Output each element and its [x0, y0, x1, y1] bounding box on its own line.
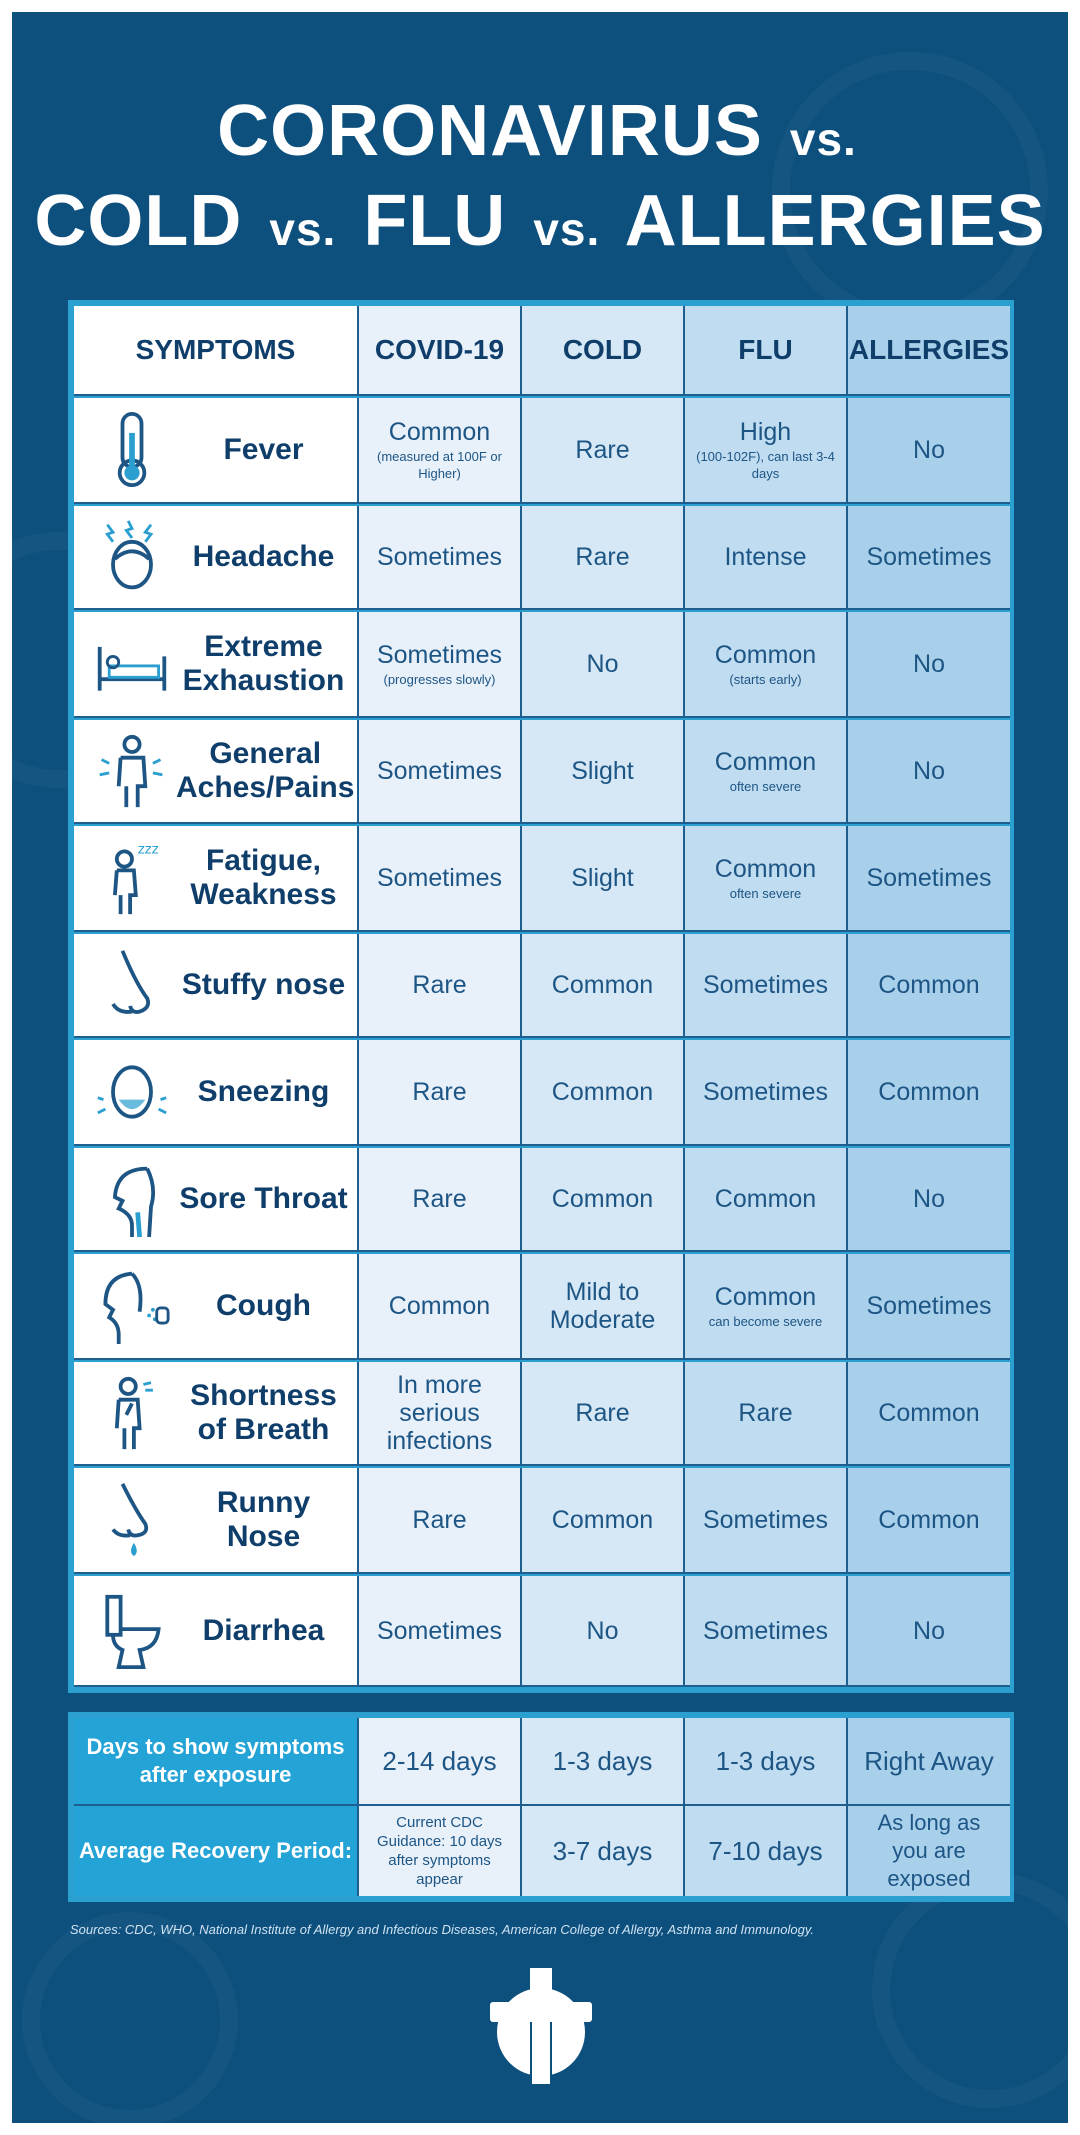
cell-value: Mild to Moderate	[549, 1278, 656, 1334]
cell-value: Common	[551, 1185, 654, 1213]
header-cold: COLD	[522, 306, 685, 396]
cell-value: Rare	[412, 1185, 467, 1213]
title-flu: FLU	[363, 181, 507, 261]
symptom-label: Fever	[223, 433, 304, 466]
cell-value: Sometimes	[866, 864, 992, 892]
cough-icon	[88, 1261, 176, 1351]
bed-icon	[88, 619, 176, 709]
symptom-cell	[74, 398, 359, 504]
fatigue-icon	[88, 833, 176, 923]
cold-cell	[522, 506, 685, 610]
cell-value: In more serious infections	[386, 1371, 493, 1455]
symptom-cell	[74, 720, 359, 824]
summary-flu: 1-3 days	[715, 1746, 816, 1776]
cold-cell	[522, 826, 685, 932]
cell-value: Sometimes	[866, 543, 992, 571]
cold-cell	[522, 720, 685, 824]
table-row	[74, 506, 1010, 610]
cell-note: (progresses slowly)	[383, 671, 496, 687]
covid-cell	[359, 1148, 522, 1252]
symptom-cell	[74, 1468, 359, 1574]
cell-value: Common	[714, 640, 817, 669]
allergies-cell	[848, 612, 1010, 718]
flu-cell	[685, 398, 848, 504]
title-cold: COLD	[34, 181, 243, 261]
cell-value: Common	[878, 971, 980, 999]
allergies-cell	[848, 1040, 1010, 1146]
cell-value: No	[586, 650, 619, 678]
cell-value: Rare	[412, 1078, 467, 1106]
header-symptoms: SYMPTOMS	[74, 306, 359, 396]
cell-value: Sometimes	[702, 971, 829, 999]
covid-cell	[359, 506, 522, 610]
summary-cold: 1-3 days	[552, 1746, 653, 1776]
cell-note: (measured at 100F or Higher)	[376, 449, 502, 481]
cell-value: Common	[551, 1506, 654, 1534]
cell-value: Slight	[571, 864, 634, 892]
cell-value: Common	[714, 1282, 817, 1311]
allergies-cell	[848, 1362, 1010, 1466]
sore-throat-icon	[88, 1154, 176, 1244]
cell-value: Intense	[724, 543, 807, 571]
summary-covid: 2-14 days	[382, 1746, 497, 1776]
flu-cell	[685, 1254, 848, 1360]
symptom-cell	[74, 1148, 359, 1252]
covid-cell	[359, 398, 522, 504]
cell-value: No	[913, 650, 945, 678]
covid-cell	[359, 1576, 522, 1687]
cold-cell	[522, 1040, 685, 1146]
summary-allergies: As long as you are exposed	[877, 1810, 981, 1891]
cell-value: Rare	[412, 971, 467, 999]
runny-nose-icon	[88, 1475, 176, 1565]
symptom-cell	[74, 1040, 359, 1146]
cell-value: No	[913, 757, 945, 785]
cell-value: No	[586, 1616, 619, 1645]
cold-cell	[522, 934, 685, 1038]
cell-value: Sometimes	[376, 757, 503, 785]
symptom-label: Shortness of Breath	[190, 1379, 337, 1446]
title-vs: vs.	[789, 113, 857, 165]
cold-cell	[522, 1576, 685, 1687]
flu-cell	[685, 1148, 848, 1252]
symptoms-table	[68, 300, 1014, 1693]
nose-icon	[88, 940, 176, 1030]
symptom-cell	[74, 1576, 359, 1687]
title-coronavirus: CORONAVIRUS	[217, 91, 763, 171]
cell-note: (100-102F), can last 3-4 days	[696, 449, 835, 481]
cold-cell	[522, 1362, 685, 1466]
summary-row-incubation	[74, 1718, 1010, 1806]
flu-cell	[685, 1040, 848, 1146]
cold-cell	[522, 398, 685, 504]
covid-cell	[359, 1362, 522, 1466]
table-row	[74, 720, 1010, 824]
cell-value: High	[739, 418, 792, 446]
page-title	[12, 90, 1068, 270]
allergies-cell	[848, 1148, 1010, 1252]
cell-value: Rare	[575, 543, 630, 571]
allergies-cell	[848, 1254, 1010, 1360]
cell-value: Common	[878, 1078, 980, 1106]
cold-cell	[522, 612, 685, 718]
cell-value: Rare	[412, 1506, 467, 1534]
cell-value: Sometimes	[866, 1292, 992, 1320]
covid-cell	[359, 1254, 522, 1360]
cell-value: No	[913, 1616, 945, 1645]
table-row	[74, 398, 1010, 504]
cell-note: (starts early)	[729, 671, 802, 687]
allergies-cell	[848, 1576, 1010, 1687]
title-allergies: ALLERGIES	[624, 181, 1046, 261]
flu-cell	[685, 506, 848, 610]
covid-cell	[359, 934, 522, 1038]
symptom-cell	[74, 934, 359, 1038]
cell-value: Common	[388, 418, 491, 446]
symptom-cell	[74, 612, 359, 718]
table-header-row	[74, 306, 1010, 396]
table-row	[74, 934, 1010, 1038]
table-row	[74, 612, 1010, 718]
symptom-label: General Aches/Pains	[176, 737, 355, 804]
summary-cold: 3-7 days	[552, 1836, 653, 1866]
table-row	[74, 1576, 1010, 1687]
flu-cell	[685, 826, 848, 932]
table-row	[74, 1468, 1010, 1574]
cell-value: Common	[551, 971, 654, 999]
symptom-label: Fatigue, Weakness	[190, 844, 337, 911]
symptom-label: Cough	[216, 1289, 311, 1322]
cell-value: Common	[714, 854, 817, 883]
cell-value: Common	[878, 1506, 980, 1534]
allergies-cell	[848, 934, 1010, 1038]
cell-note: often severe	[729, 885, 802, 901]
symptom-cell	[74, 1362, 359, 1466]
aches-icon	[88, 726, 176, 816]
header-flu: FLU	[685, 306, 848, 396]
cell-value: Sometimes	[376, 543, 503, 571]
flu-cell	[685, 1576, 848, 1687]
flu-cell	[685, 934, 848, 1038]
allergies-cell	[848, 1468, 1010, 1574]
header-allergies: ALLERGIES	[848, 306, 1010, 396]
title-vs: vs.	[269, 203, 337, 255]
symptom-cell	[74, 1254, 359, 1360]
virus-decoration	[22, 1912, 238, 2123]
covid-cell	[359, 1468, 522, 1574]
cell-value: Sometimes	[376, 864, 503, 892]
symptom-label: Headache	[192, 540, 335, 573]
symptom-cell	[74, 826, 359, 932]
cell-value: Sometimes	[702, 1078, 829, 1106]
table-row	[74, 1254, 1010, 1360]
summary-flu: 7-10 days	[708, 1836, 823, 1866]
allergies-cell	[848, 398, 1010, 504]
table-row	[74, 1040, 1010, 1146]
cell-value: Sometimes	[376, 1616, 503, 1645]
shortness-of-breath-icon	[88, 1368, 176, 1458]
sources-note: Sources: CDC, WHO, National Institute of Allergy and Infectious Diseases, American College of Allergy, Asthma and Immunology.	[70, 1922, 814, 1937]
summary-label: Average Recovery Period:	[74, 1806, 359, 1896]
cell-note: can become severe	[708, 1313, 823, 1329]
cell-value: Common	[714, 1185, 817, 1213]
summary-row-recovery	[74, 1806, 1010, 1896]
cold-cell	[522, 1468, 685, 1574]
svg-text:zzz: zzz	[137, 842, 159, 858]
cell-value: Common	[714, 747, 817, 776]
symptom-label: Sneezing	[197, 1075, 330, 1108]
flu-cell	[685, 1362, 848, 1466]
allergies-cell	[848, 506, 1010, 610]
table-row	[74, 1362, 1010, 1466]
summary-allergies: Right Away	[864, 1746, 994, 1776]
virus-decoration	[872, 1872, 1068, 2108]
covid-cell	[359, 720, 522, 824]
symptom-label: Sore Throat	[179, 1182, 348, 1215]
symptom-label: Stuffy nose	[181, 968, 346, 1001]
summary-label: Days to show symptoms after exposure	[74, 1718, 359, 1804]
summary-covid: Current CDC Guidance: 10 days after symptoms appear	[376, 1814, 503, 1888]
covid-cell	[359, 1040, 522, 1146]
toilet-icon	[88, 1586, 176, 1676]
flu-cell	[685, 720, 848, 824]
cell-value: Common	[388, 1292, 491, 1320]
flu-cell	[685, 612, 848, 718]
symptom-cell	[74, 506, 359, 610]
cold-cell	[522, 1254, 685, 1360]
cell-value: Rare	[575, 436, 630, 464]
cold-cell	[522, 1148, 685, 1252]
cell-value: Slight	[571, 757, 634, 785]
cell-value: Common	[551, 1078, 654, 1106]
cell-value: Sometimes	[702, 1616, 829, 1645]
covid-cell	[359, 612, 522, 718]
tau-cross-logo-icon	[486, 1962, 596, 2092]
title-vs: vs.	[533, 203, 601, 255]
covid-cell	[359, 826, 522, 932]
cell-value: Rare	[575, 1399, 630, 1427]
cell-value: Common	[878, 1399, 980, 1427]
sneezing-icon	[88, 1047, 176, 1137]
allergies-cell	[848, 720, 1010, 824]
table-row	[74, 1148, 1010, 1252]
flu-cell	[685, 1468, 848, 1574]
symptom-label: Extreme Exhaustion	[182, 630, 345, 697]
cell-value: Sometimes	[376, 640, 503, 669]
cell-value: No	[913, 436, 945, 464]
symptom-label: Diarrhea	[202, 1613, 325, 1647]
summary-table	[68, 1712, 1014, 1902]
headache-icon	[88, 512, 176, 602]
symptom-label: Runny Nose	[216, 1486, 311, 1553]
thermometer-icon	[88, 405, 176, 495]
cell-value: Sometimes	[702, 1506, 829, 1534]
cell-note: often severe	[729, 778, 802, 794]
allergies-cell	[848, 826, 1010, 932]
cell-value: Rare	[738, 1399, 793, 1427]
table-row	[74, 826, 1010, 932]
cell-value: No	[913, 1185, 945, 1213]
header-covid: COVID-19	[359, 306, 522, 396]
infographic-poster	[12, 12, 1068, 2123]
